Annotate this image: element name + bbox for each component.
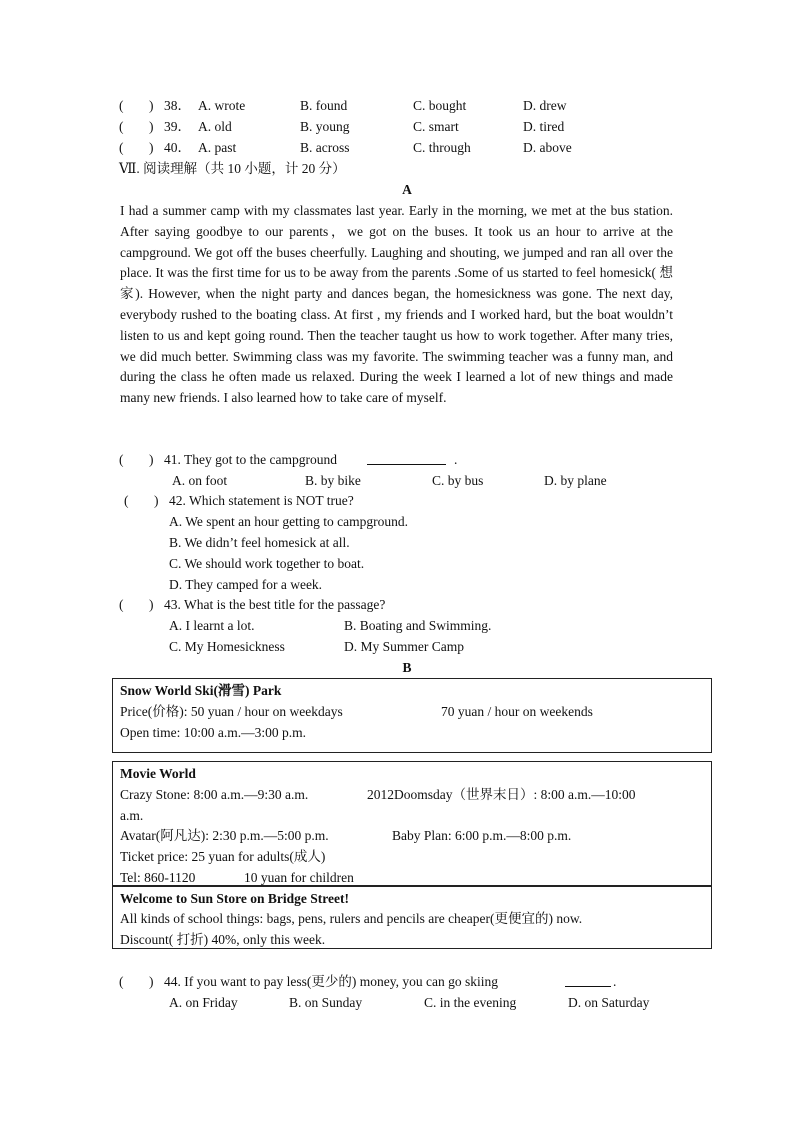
option-d: D. above: [523, 140, 572, 155]
part-a-label: A: [402, 182, 412, 197]
option-b: B. young: [300, 119, 350, 134]
snow-world-notice: [112, 678, 712, 753]
option-b: B. found: [300, 98, 348, 113]
answer-paren-close: ): [149, 974, 154, 989]
option-b: B. We didn’t feel homesick at all.: [169, 535, 350, 550]
doomsday-time-wrap: a.m.: [120, 808, 144, 823]
option-c: C. in the evening: [424, 995, 517, 1010]
answer-paren-open: (: [119, 597, 124, 612]
answer-blank[interactable]: [367, 450, 446, 465]
telephone: Tel: 860-1120: [120, 870, 196, 885]
option-d: D. They camped for a week.: [169, 577, 323, 592]
answer-paren-close: ): [149, 597, 154, 612]
passage-a: I had a summer camp with my classmates last year. Early in the morning, we met at the bus station. After saying goodbye to our parents，we got on the buses. It took us an hour to arrive at the campground. We got off the buses cheerfully. Laughing and shouting, we jumped and ran all over the place. It was the first time for us to be away from the parents .Some of us started to feel homesick( 想家). However, when the night party and dances began, the homesickness was gone. The next day, everybody rushed to the boating class. At first , my friends and I worked hard, but the boat wouldn’t listen to us and kept going round. Then the teacher taught us how to work together. After many tries, we did much better. Swimming class was my favorite. The swimming teacher was a funny man, and during the class he often made us relaxed. During the week I learned a lot of new things and made many new friends. I also learned how to take care of myself.: [120, 203, 673, 406]
option-c: C. bought: [413, 98, 467, 113]
section-heading: Ⅶ. 阅读理解（共 10 小题，计 20 分）: [119, 161, 346, 176]
answer-paren-open: (: [119, 98, 124, 113]
option-c: C. We should work together to boat.: [169, 556, 365, 571]
option-d: D. tired: [523, 119, 565, 134]
snow-world-title: Snow World Ski(滑雪) Park: [120, 683, 282, 698]
option-a: A. old: [198, 119, 232, 134]
option-d: D. My Summer Camp: [344, 639, 464, 654]
question-stem: 42. Which statement is NOT true?: [169, 493, 354, 508]
answer-blank[interactable]: [565, 972, 611, 987]
option-a: A. wrote: [198, 98, 246, 113]
option-a: A. We spent an hour getting to campground.: [169, 514, 408, 529]
option-a: A. past: [198, 140, 237, 155]
question-stem: 43. What is the best title for the passage?: [164, 597, 386, 612]
answer-paren-close: ): [149, 119, 154, 134]
part-b-label: B: [402, 660, 412, 675]
avatar-time: Avatar(阿凡达): 2:30 p.m.—5:00 p.m.: [120, 828, 329, 843]
option-c: C. My Homesickness: [169, 639, 285, 654]
sun-store-title: Welcome to Sun Store on Bridge Street!: [120, 891, 349, 906]
doomsday-time: 2012Doomsday（世界末日）: 8:00 a.m.—10:00: [367, 787, 636, 802]
ticket-price: Ticket price: 25 yuan for adults(成人): [120, 849, 326, 864]
stem-period: .: [454, 452, 458, 467]
answer-paren-open: (: [119, 974, 124, 989]
answer-paren-close: ): [154, 493, 159, 508]
question-stem: 44. If you want to pay less(更少的) money, you can go skiing: [164, 974, 498, 989]
answer-paren-open: (: [119, 119, 124, 134]
answer-paren-open: (: [119, 452, 124, 467]
open-time: Open time: 10:00 a.m.—3:00 p.m.: [120, 725, 306, 740]
option-a: A. I learnt a lot.: [169, 618, 255, 633]
option-b: B. across: [300, 140, 350, 155]
answer-paren-close: ): [149, 140, 154, 155]
question-number: 39．: [164, 119, 191, 134]
sun-store-notice: [112, 886, 712, 949]
answer-paren-close: ): [149, 98, 154, 113]
discount: Discount( 打折) 40%, only this week.: [120, 932, 326, 947]
children-price: 10 yuan for children: [244, 870, 354, 885]
crazy-stone-time: Crazy Stone: 8:00 a.m.—9:30 a.m.: [120, 787, 309, 802]
option-b: B. by bike: [305, 473, 361, 488]
option-b: B. Boating and Swimming.: [344, 618, 492, 633]
option-c: C. by bus: [432, 473, 484, 488]
weekend-price: 70 yuan / hour on weekends: [441, 704, 593, 719]
movie-world-notice: [112, 761, 712, 886]
school-things: All kinds of school things: bags, pens, rulers and pencils are cheaper(更便宜的) now.: [120, 911, 583, 926]
movie-world-title: Movie World: [120, 766, 196, 781]
option-c: C. smart: [413, 119, 459, 134]
stem-period: .: [613, 974, 617, 989]
answer-paren-close: ): [149, 452, 154, 467]
question-number: 38．: [164, 98, 191, 113]
weekday-price: Price(价格): 50 yuan / hour on weekdays: [120, 704, 343, 719]
option-a: A. on foot: [172, 473, 228, 488]
answer-paren-open: (: [119, 140, 124, 155]
answer-paren-open: (: [124, 493, 129, 508]
question-number: 40．: [164, 140, 191, 155]
option-d: D. by plane: [544, 473, 607, 488]
option-b: B. on Sunday: [289, 995, 363, 1010]
option-a: A. on Friday: [169, 995, 238, 1010]
option-c: C. through: [413, 140, 471, 155]
question-stem: 41. They got to the campground: [164, 452, 337, 467]
baby-plan-time: Baby Plan: 6:00 p.m.—8:00 p.m.: [392, 828, 572, 843]
option-d: D. drew: [523, 98, 567, 113]
option-d: D. on Saturday: [568, 995, 650, 1010]
